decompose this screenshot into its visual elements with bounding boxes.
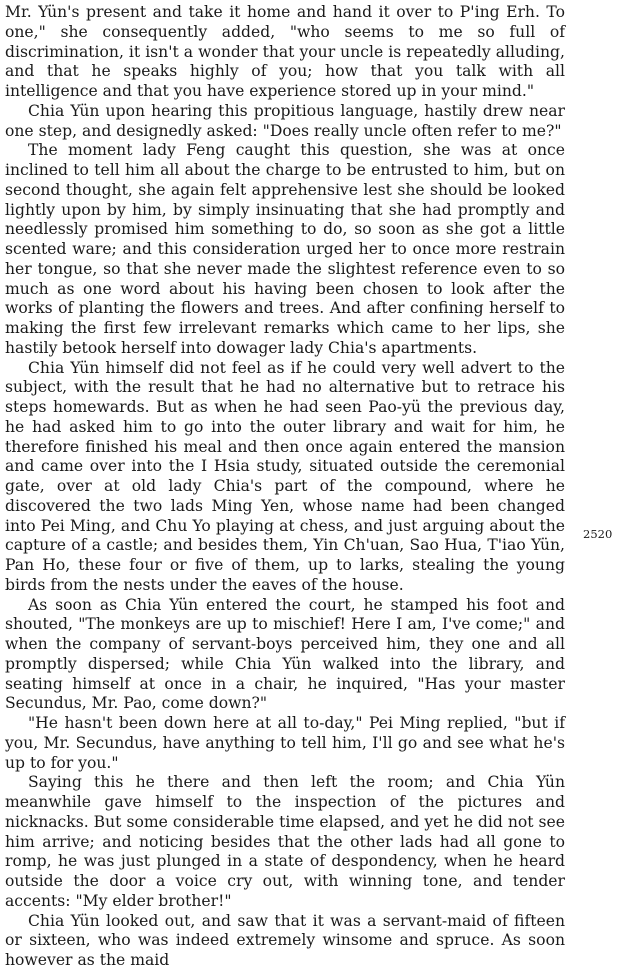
paragraph: Chia Yün looked out, and saw that it was a servant-maid of fifteen or sixteen, who was indeed extremely winsome and spruce. As soon however as the maid [5,911,565,969]
page-number: 2520 [583,527,613,541]
paragraph: "He hasn't been down here at all to-day," Pei Ming replied, "but if you, Mr. Secundus, have anything to tell him, I'll go and see what he's up to for you." [5,714,565,772]
body-text [5,3,565,971]
paragraph: Chia Yün upon hearing this propitious language, hastily drew near one step, and designedly asked: "Does really uncle often refer to me?" [5,101,565,140]
paragraph: Chia Yün himself did not feel as if he could very well advert to the subject, with the result that he had no alternative but to retrace his steps homewards. But as when he had seen Pao-yü the previous day, he had asked him to go into the outer library and wait for him, he therefore finished his meal and then once again entered the mansion and came over into the I Hsia study, situated outside the ceremonial gate, over at old lady Chia's part of the compound, where he discovered the two lads Ming Yen, whose name had been changed into Pei Ming, and Chu Yo playing at chess, and just arguing about the capture of a castle; and besides them, Yin Ch'uan, Sao Hua, T'iao Yün, Pan Ho, these four or five of them, up to larks, stealing the young birds from the nests under the eaves of the house. [5,358,565,594]
paragraph: Saying this he there and then left the room; and Chia Yün meanwhile gave himself to the inspection of the pictures and nicknacks. But some considerable time elapsed, and yet he did not see him arrive; and noticing besides that the other lads had all gone to romp, he was just plunged in a state of despondency, when he heard outside the door a voice cry out, with winning tone, and tender accents: "My elder brother!" [5,773,565,910]
paragraph: The moment lady Feng caught this question, she was at once inclined to tell him all about the charge to be entrusted to him, but on second thought, she again felt apprehensive lest she should be looked lightly upon by him, by simply insinuating that she had promptly and needlessly promised him something to do, so soon as she got a little scented ware; and this consideration urged her to once more restrain her tongue, so that she never made the slightest reference even to so much as one word about his having been chosen to look after the works of planting the flowers and trees. And after confining herself to making the first few irrelevant remarks which came to her lips, she hastily betook herself into dowager lady Chia's apartments. [5,141,565,357]
paragraph: Mr. Yün's present and take it home and hand it over to P'ing Erh. To one," she consequently added, "who seems to me so full of discrimination, it isn't a wonder that your uncle is repeatedly alluding, and that he speaks highly of you; how that you talk with all intelligence and that you have experience stored up in your mind." [5,3,565,100]
paragraph: As soon as Chia Yün entered the court, he stamped his foot and shouted, "The monkeys are up to mischief! Here I am, I've come;" and when the company of servant-boys perceived him, they one and all promptly dispersed; while Chia Yün walked into the library, and seating himself at once in a chair, he inquired, "Has your master Secundus, Mr. Pao, come down?" [5,595,565,713]
